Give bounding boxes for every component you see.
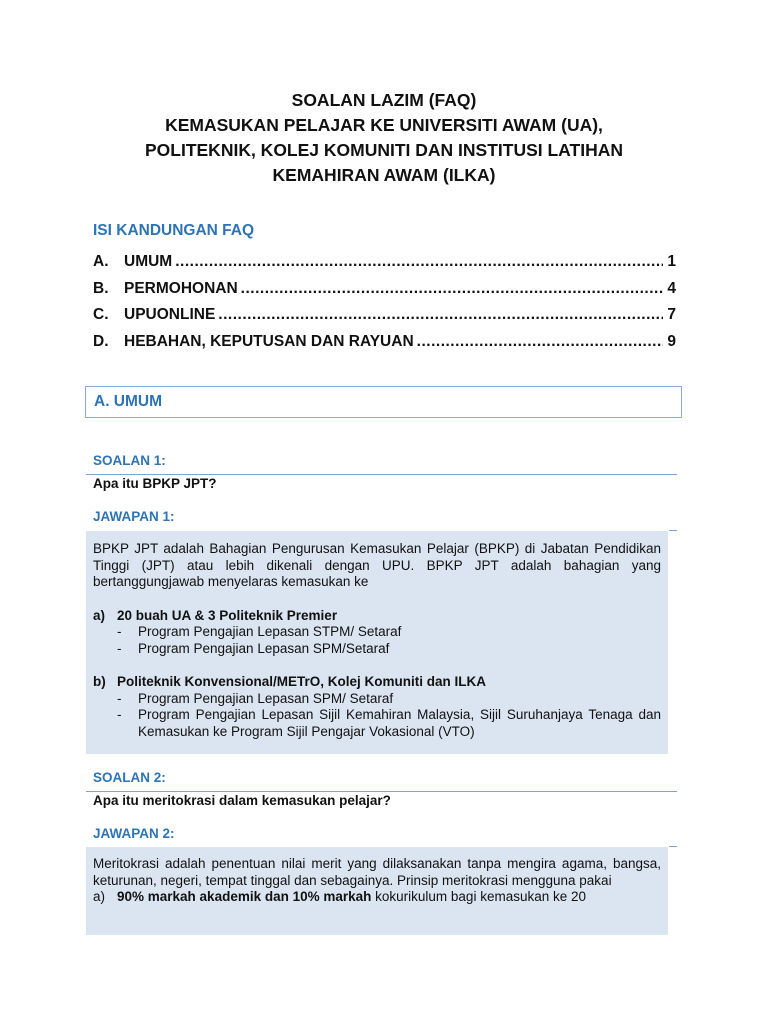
question-2-label: SOALAN 2: <box>93 770 166 785</box>
toc-entry-umum[interactable] <box>93 253 676 280</box>
answer-2-label: JAWAPAN 2: <box>93 826 175 841</box>
bullet-text: Program Pengajian Lepasan SPM/ Setaraf <box>138 690 394 706</box>
group-marker: a) <box>93 607 106 623</box>
toc-entry-label: HEBAHAN, KEPUTUSAN DAN RAYUAN <box>124 332 414 350</box>
question-2-text: Apa itu meritokrasi dalam kemasukan pelajar? <box>93 793 391 808</box>
toc-dot-leader <box>218 306 663 324</box>
toc-entry-label: PERMOHONAN <box>124 279 238 297</box>
toc-dot-leader <box>241 280 664 298</box>
answer-2-rule <box>669 846 677 847</box>
toc-entry-letter: D. <box>93 332 109 350</box>
toc-entry-label: UPUONLINE <box>124 306 216 323</box>
bullet-dash: - <box>117 690 122 706</box>
question-2-divider <box>86 791 677 792</box>
toc-entry-permohonan[interactable] <box>93 280 676 307</box>
table-of-contents <box>93 253 676 359</box>
title-line-1: SOALAN LAZIM (FAQ) <box>291 90 477 110</box>
toc-entry-letter: A. <box>93 253 109 270</box>
section-heading-box <box>85 386 682 418</box>
item-marker: a) <box>93 889 106 904</box>
toc-entry-upuonline[interactable] <box>93 306 676 333</box>
answer-2-item-a <box>93 889 661 906</box>
toc-dot-leader <box>417 333 664 351</box>
question-1-label: SOALAN 1: <box>93 453 166 468</box>
answer-2-box <box>86 847 668 935</box>
toc-entry-page: 9 <box>667 332 676 350</box>
section-title: A. UMUM <box>94 393 163 410</box>
bullet-text: Program Pengajian Lepasan Sijil Kemahiran Malaysia, Sijil Suruhanjaya Tenaga dan Kemasukan ke Program Sijil Pengajar Vokasional (VTO) <box>138 707 661 739</box>
bullet-text: Program Pengajian Lepasan STPM/ Setaraf <box>138 624 402 639</box>
item-bold-text: 90% markah akademik dan 10% markah <box>117 889 372 904</box>
title-line-2: KEMASUKAN PELAJAR KE UNIVERSITI AWAM (UA), <box>165 115 603 135</box>
question-1-divider <box>86 474 677 475</box>
answer-1-box <box>86 531 668 754</box>
toc-entry-page: 4 <box>667 279 676 297</box>
bullet-dash: - <box>117 707 122 722</box>
group-heading-text: 20 buah UA & 3 Politeknik Premier <box>117 607 338 623</box>
item-rest-text: kokurikulum bagi kemasukan ke 20 <box>371 889 586 904</box>
bullet-text: Program Pengajian Lepasan SPM/Setaraf <box>138 640 390 656</box>
title-line-3: POLITEKNIK, KOLEJ KOMUNITI DAN INSTITUSI LATIHAN <box>144 140 623 160</box>
list-item <box>93 624 661 641</box>
toc-entry-letter: B. <box>93 279 109 297</box>
title-line-4: KEMAHIRAN AWAM (ILKA) <box>272 165 496 185</box>
toc-entry-page: 7 <box>667 306 676 323</box>
bullet-dash: - <box>117 640 122 656</box>
document-title <box>0 88 768 188</box>
answer-1-group-a-heading <box>93 608 661 625</box>
bullet-dash: - <box>117 624 122 639</box>
toc-entry-page: 1 <box>667 253 676 270</box>
list-item <box>93 707 661 740</box>
group-heading-text: Politeknik Konvensional/METrO, Kolej Komuniti dan ILKA <box>117 674 487 689</box>
answer-1-rule <box>669 530 677 531</box>
toc-entry-hebahan[interactable] <box>93 333 676 360</box>
list-item <box>93 691 661 708</box>
toc-entry-label: UMUM <box>124 253 173 270</box>
toc-entry-letter: C. <box>93 306 109 323</box>
question-1-text: Apa itu BPKP JPT? <box>93 476 217 491</box>
toc-heading: ISI KANDUNGAN FAQ <box>93 222 255 239</box>
list-item <box>93 641 661 658</box>
toc-dot-leader <box>175 253 663 271</box>
group-marker: b) <box>93 674 106 689</box>
answer-1-label: JAWAPAN 1: <box>93 509 175 524</box>
answer-2-intro: Meritokrasi adalah penentuan nilai merit yang dilaksanakan tanpa mengira agama, bangsa, keturunan, negeri, tempat tinggal dan sebagainya. Prinsip meritokrasi mengguna pakai <box>93 856 661 888</box>
answer-1-intro: BPKP JPT adalah Bahagian Pengurusan Kemasukan Pelajar (BPKP) di Jabatan Pendidikan Tinggi (JPT) atau lebih dikenali dengan UPU. BPKP JPT adalah bahagian yang bertanggungjawab menyelaras kemasukan ke <box>93 541 661 589</box>
answer-1-group-b-heading <box>93 674 661 691</box>
